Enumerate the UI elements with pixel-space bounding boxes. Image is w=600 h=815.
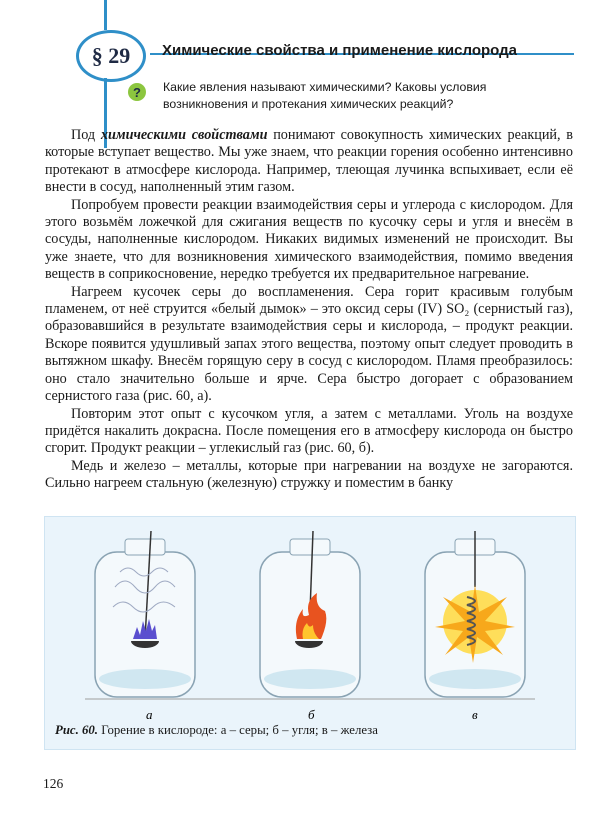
paragraph-1-start: Под (71, 127, 101, 143)
sublabel-c: в (472, 707, 478, 722)
jar-coal (260, 531, 360, 697)
question-text: Какие явления называют химическими? Каковы условия возникновения и протекания химических реакций? (163, 80, 487, 111)
paragraph-2: Попробуем провести реакции взаимодействия серы и углерода с кислородом. Для этого возьмём ложечкой для сжигания веществ по кусочку серы и угля и внесём в сосуды, наполненные кислородом. Никаких видимых изменений не происходит. Вы уже знаете, что для возникновения химического взаимодействия, помимо введения веществ в соприкосновение, нередко требуется их предварительное нагревание. (45, 196, 573, 283)
figure-caption (55, 723, 378, 738)
question-icon: ? (128, 83, 146, 101)
term-chemical-properties: химическими свойствами (100, 127, 268, 143)
paragraph-1 (45, 127, 573, 197)
figure-label: Рис. 60. (55, 723, 99, 737)
paragraph-1-rest: понимают совокупность химических реакций, в которые вступает вещество. Мы уже знаем, что реакции горения особенно интенсивно протекают в атмосфере кислорода. Например, тлеющая лучинка вспыхивает, если её внести в сосуд, наполненный этим газом. (45, 127, 573, 196)
jar-iron (425, 531, 525, 697)
section-title: Химические свойства и применение кислорода (162, 42, 517, 59)
figure-60 (44, 516, 576, 750)
section-badge: § 29 (76, 30, 146, 82)
body-text (45, 127, 573, 493)
sublabel-a: а (146, 707, 153, 722)
figure-illustration (45, 517, 575, 749)
sublabel-b: б (308, 707, 315, 722)
section-badge-line-top (104, 0, 107, 30)
paragraph-4: Повторим этот опыт с кусочком угля, а затем с металлами. Уголь на воздухе придётся накалить докрасна. После помещения его в атмосферу кислорода он быстро сгорит. Продукт реакции – углекислый газ (рис. 60, б). (45, 405, 573, 457)
paragraph-3: Нагреем кусочек серы до воспламенения. Сера горит красивым голубым пламенем, от неё струится «белый дымок» – это оксид серы (IV) SO₂ (сернистый газ), образовавшийся в результате взаимодействия серы и кислорода, – продукт реакции. Вскоре появится удушливый запах этого вещества, поэтому опыт следует проводить в вытяжном шкафу. Внесём горящую серу в сосуд с кислородом. Пламя преобразилось: оно стало значительно больше и ярче. Сера быстро догорает с образованием сернистого газа (рис. 60, а). (45, 283, 573, 405)
jar-sulfur (95, 531, 195, 697)
figure-caption-text: Горение в кислороде: а – серы; б – угля; в – железа (101, 723, 378, 737)
page-number: 126 (43, 776, 64, 791)
paragraph-5: Медь и железо – металлы, которые при нагревании на воздухе не загораются. Сильно нагреем стальную (железную) стружку и поместим в банку (45, 457, 573, 492)
